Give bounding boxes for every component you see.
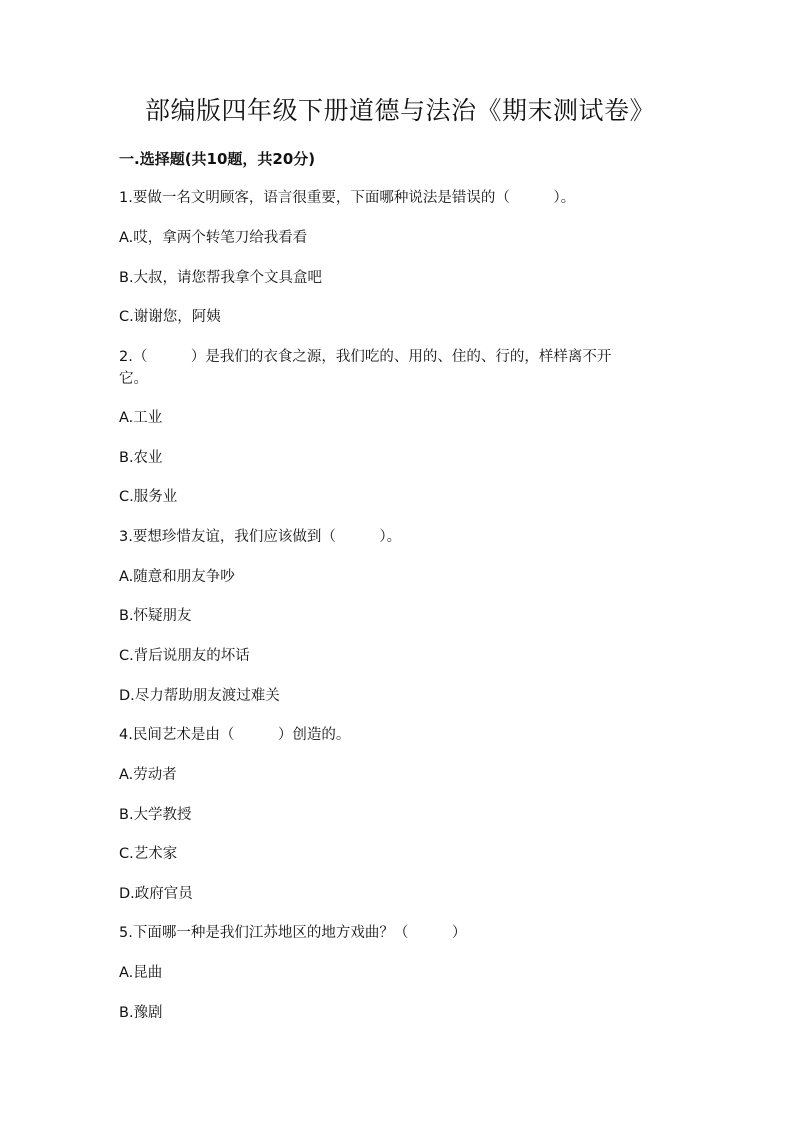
- question-3-option-a: A.随意和朋友争吵: [119, 569, 235, 585]
- question-1-option-c: C.谢谢您，阿姨: [119, 309, 221, 325]
- question-5-option-a: A.昆曲: [119, 965, 163, 981]
- section-heading: 一.选择题(共10题，共20分): [119, 150, 316, 168]
- question-3-option-b: B.怀疑朋友: [119, 608, 192, 624]
- page-title: 部编版四年级下册道德与法治《期末测试卷》: [144, 96, 655, 125]
- question-2-stem-line-1: 2.（ ）是我们的衣食之源，我们吃的、用的、住的、行的，样样离不开: [119, 349, 612, 365]
- question-5-option-b: B.豫剧: [119, 1005, 163, 1021]
- question-4-option-b: B.大学教授: [119, 807, 192, 823]
- question-2-option-c: C.服务业: [119, 489, 178, 505]
- question-1-option-a: A.哎，拿两个转笔刀给我看看: [119, 230, 308, 246]
- question-3-stem: 3.要想珍惜友谊，我们应该做到（ ）。: [119, 529, 402, 545]
- question-2-option-b: B.农业: [119, 450, 163, 466]
- question-4-option-d: D.政府官员: [119, 886, 193, 902]
- question-1-option-b: B.大叔，请您帮我拿个文具盒吧: [119, 270, 323, 286]
- question-2-stem-line-2: 它。: [119, 371, 148, 387]
- question-3-option-d: D.尽力帮助朋友渡过难关: [119, 688, 280, 704]
- question-5-stem: 5.下面哪一种是我们江苏地区的地方戏曲？（ ）: [119, 925, 467, 941]
- question-2-option-a: A.工业: [119, 410, 163, 426]
- question-4-option-a: A.劳动者: [119, 767, 177, 783]
- question-4-stem: 4.民间艺术是由（ ）创造的。: [119, 727, 351, 743]
- question-3-option-c: C.背后说朋友的坏话: [119, 648, 250, 664]
- question-4-option-c: C.艺术家: [119, 846, 178, 862]
- question-1-stem: 1.要做一名文明顾客，语言很重要，下面哪种说法是错误的（ ）。: [119, 190, 576, 206]
